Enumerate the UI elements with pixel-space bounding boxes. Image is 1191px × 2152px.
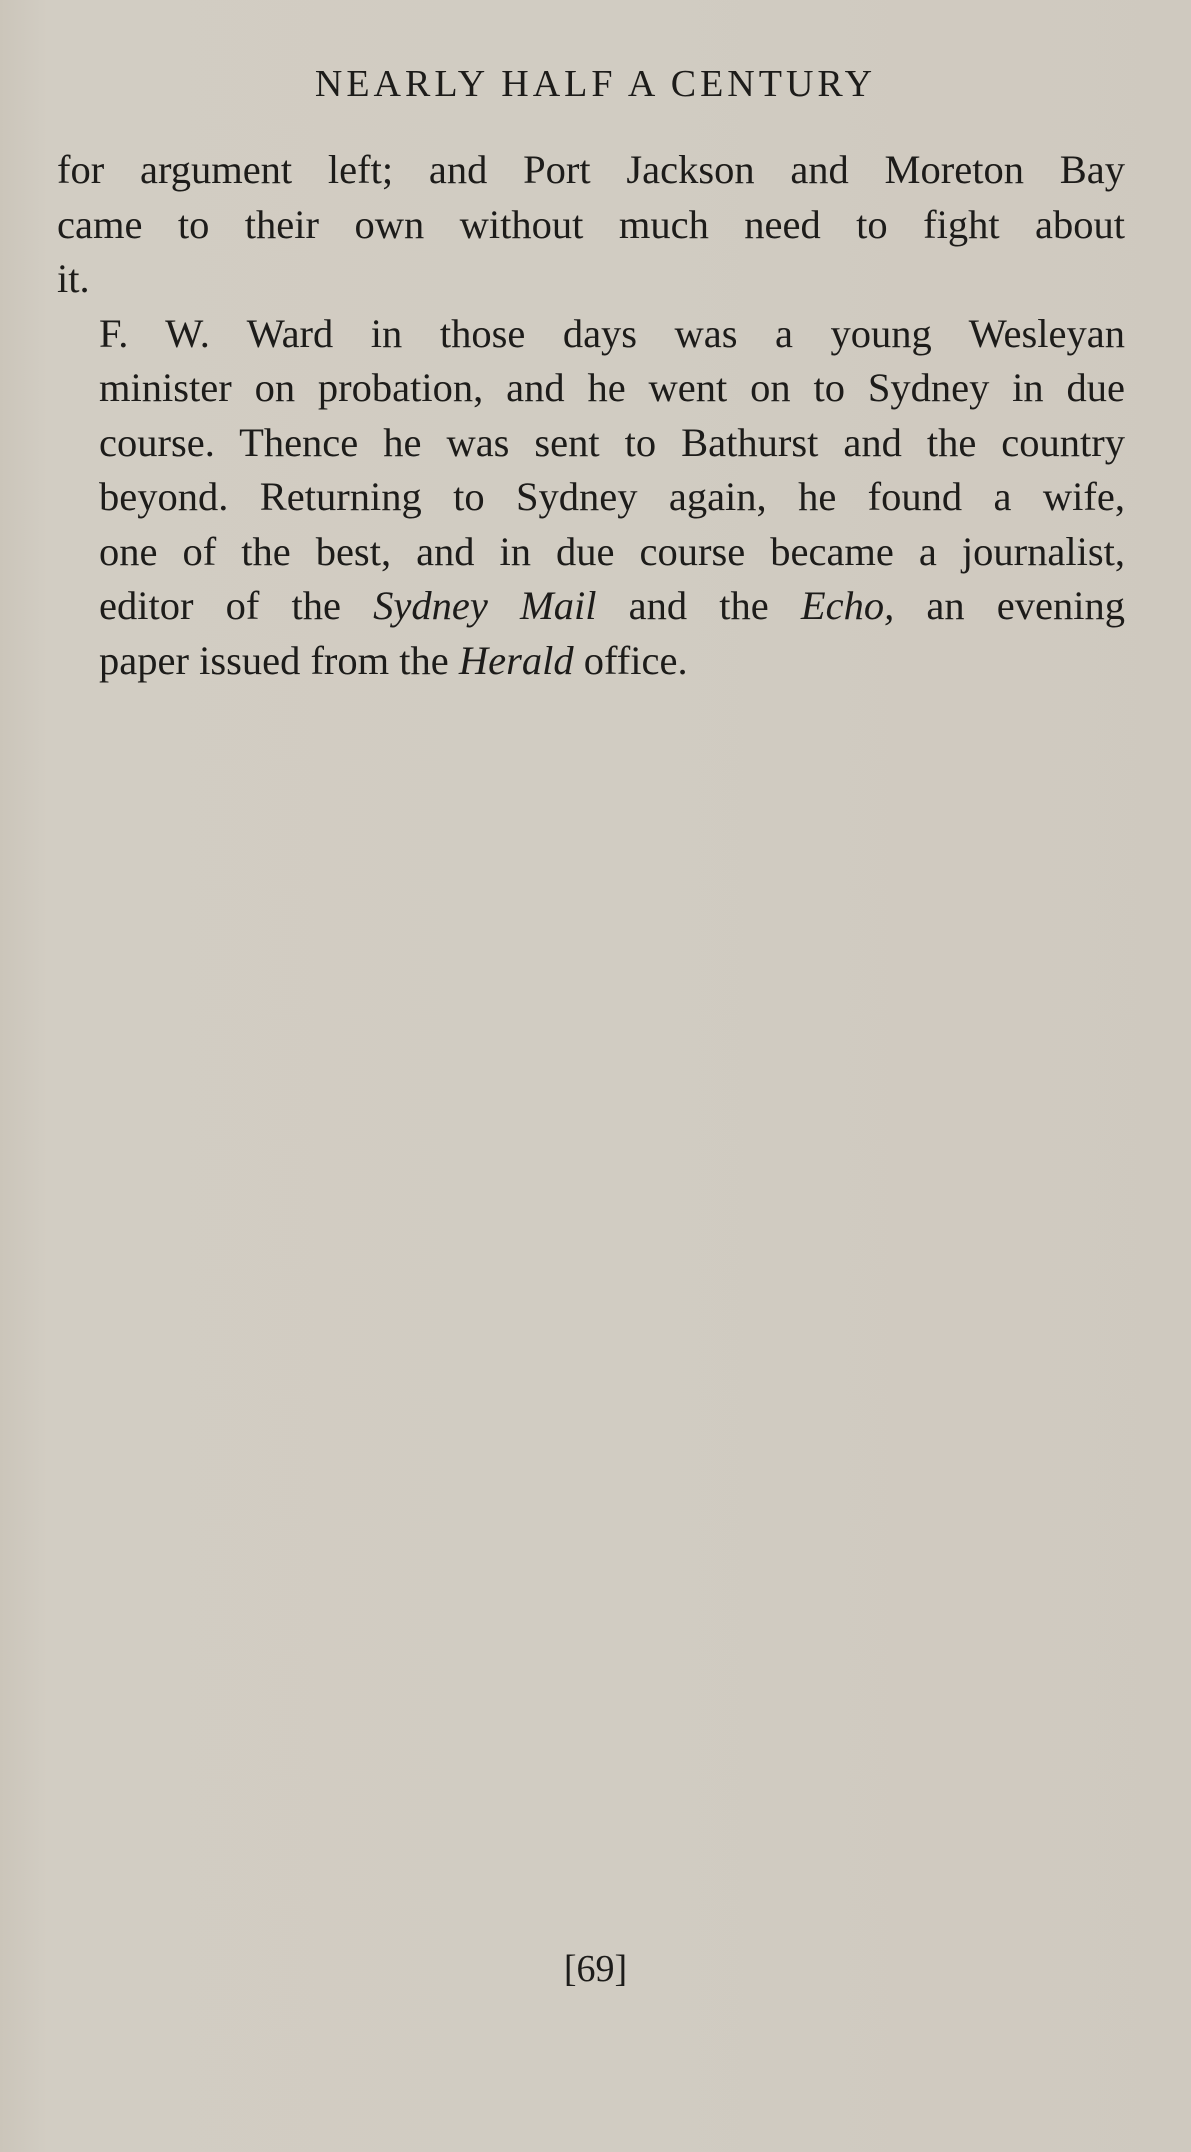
text-line	[57, 634, 1125, 689]
text-line: it.	[57, 256, 90, 301]
text-line: course. Thence he was sent to Bathurst and the country	[99, 419, 1125, 465]
publication-title-sydney-mail: Sydney Mail	[373, 583, 597, 628]
text-run: editor of the	[99, 583, 341, 628]
publication-title-herald: Herald	[458, 637, 574, 683]
text-line: F. W. Ward in those days was a young Wesleyan	[99, 310, 1125, 356]
page-number: [69]	[563, 1948, 628, 1990]
text-run: office.	[583, 637, 688, 683]
text-line: minister on probation, and he went on to Sydney in due	[99, 365, 1125, 410]
text-run: an evening	[926, 583, 1125, 628]
text-line	[57, 579, 1125, 634]
text-run: and the	[628, 583, 769, 628]
text-line: came to their own without much need to fight about	[57, 201, 1125, 247]
text-line: for argument left; and Port Jackson and Moreton Bay	[57, 147, 1125, 192]
text-run: paper issued from the	[99, 637, 449, 683]
running-head: NEARLY HALF A CENTURY	[314, 63, 877, 105]
paragraph-1	[57, 143, 1125, 307]
text-line: beyond. Returning to Sydney again, he found a wife,	[99, 474, 1125, 519]
text-line: one of the best, and in due course became a journalist,	[99, 528, 1125, 574]
body-text	[57, 143, 1125, 688]
publication-title-echo: Echo,	[800, 583, 895, 628]
paragraph-2	[57, 307, 1125, 689]
